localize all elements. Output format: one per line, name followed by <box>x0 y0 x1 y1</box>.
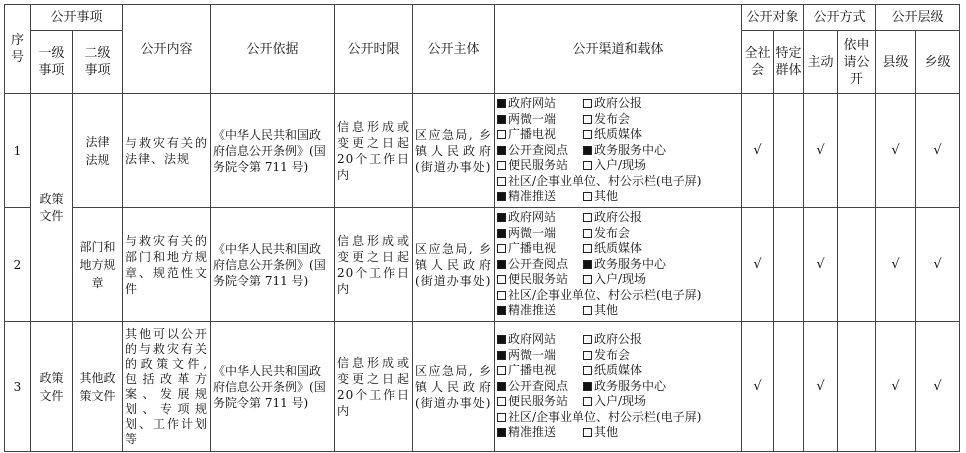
checked-box-icon <box>497 306 506 315</box>
channel-line <box>497 241 739 257</box>
channel-option-website <box>497 210 583 226</box>
checked-box-icon <box>497 382 506 391</box>
cell-level2: 部门和地方规章 <box>73 208 123 322</box>
channel-option-query-point <box>497 143 583 159</box>
cell-level1-group: 政策文件 <box>31 94 73 322</box>
cell-target-all: √ <box>742 322 774 452</box>
unchecked-box-icon <box>583 192 592 201</box>
channel-line <box>497 210 739 226</box>
channel-label: 政务服务中心 <box>594 256 667 271</box>
channel-option-paper <box>583 127 669 143</box>
channel-line <box>497 257 739 273</box>
channel-option-bulletin <box>497 410 701 426</box>
channel-option-precise <box>497 303 583 319</box>
unchecked-box-icon <box>583 161 592 170</box>
cell-time-limit: 信息形成或变更之日起20个工作日内 <box>335 94 413 208</box>
cell-target-all: √ <box>742 94 774 208</box>
unchecked-box-icon <box>497 366 506 375</box>
unchecked-box-icon <box>583 244 592 253</box>
checked-box-icon <box>497 192 506 201</box>
table-row <box>5 94 960 208</box>
channel-line <box>497 143 739 159</box>
cell-target-specific <box>774 322 804 452</box>
channel-label: 政府公报 <box>594 331 643 346</box>
channel-line <box>497 96 739 112</box>
cell-method-active: √ <box>804 322 838 452</box>
channel-line <box>497 363 739 379</box>
channel-label: 政府网站 <box>508 95 557 110</box>
channel-label: 便民服务站 <box>508 272 569 287</box>
channel-option-other <box>583 189 669 205</box>
unchecked-box-icon <box>583 115 592 124</box>
unchecked-box-icon <box>583 130 592 139</box>
checked-box-icon <box>583 382 592 391</box>
unchecked-box-icon <box>583 366 592 375</box>
channel-label: 纸质媒体 <box>594 241 643 256</box>
channel-line <box>497 379 739 395</box>
checked-box-icon <box>497 115 506 124</box>
cell-method-active: √ <box>804 94 838 208</box>
checked-box-icon <box>497 351 506 360</box>
cell-level-county: √ <box>876 208 916 322</box>
header-target-all: 全社会 <box>742 31 774 94</box>
unchecked-box-icon <box>583 351 592 360</box>
header-level-county: 县级 <box>876 31 916 94</box>
unchecked-box-icon <box>497 161 506 170</box>
channel-label: 其他 <box>594 189 619 204</box>
channel-label: 政务服务中心 <box>594 142 667 157</box>
header-subject: 公开主体 <box>413 5 495 94</box>
cell-basis: 《中华人民共和国政府信息公开条例》(国务院令第 711 号) <box>211 94 335 208</box>
checked-box-icon <box>583 260 592 269</box>
channel-label: 便民服务站 <box>508 158 569 173</box>
channel-label: 便民服务站 <box>508 394 569 409</box>
channel-label: 两微一端 <box>508 225 557 240</box>
channel-option-service-center <box>583 257 669 273</box>
channel-label: 公开查阅点 <box>508 142 569 157</box>
channel-option-query-point <box>497 379 583 395</box>
cell-basis: 《中华人民共和国政府信息公开条例》(国务院令第 711 号) <box>211 208 335 322</box>
channel-label: 精准推送 <box>508 189 557 204</box>
channel-option-precise <box>497 189 583 205</box>
channel-label: 政务服务中心 <box>594 378 667 393</box>
channel-label: 其他 <box>594 425 619 440</box>
cell-content: 其他可以公开的与救灾有关的政策文件, 包括改革方案、发展规划、专项规划、工作计划等 <box>123 322 211 452</box>
cell-content: 与救灾有关的部门和地方规章、规范性文件 <box>123 208 211 322</box>
channel-label: 公开查阅点 <box>508 378 569 393</box>
checked-box-icon <box>497 99 506 108</box>
channel-option-service-station <box>497 272 583 288</box>
channel-label: 其他 <box>594 303 619 318</box>
channel-label: 社区/企事业单位、村公示栏(电子屏) <box>508 173 702 188</box>
channel-option-onsite <box>583 394 669 410</box>
cell-subject: 区应急局, 乡镇人民政府(街道办事处) <box>413 94 495 208</box>
channel-label: 两微一端 <box>508 347 557 362</box>
channel-option-other <box>583 303 669 319</box>
cell-basis: 《中华人民共和国政府信息公开条例》(国务院令第 711 号) <box>211 322 335 452</box>
checked-box-icon <box>497 229 506 238</box>
channel-option-press <box>583 226 669 242</box>
table-row <box>5 322 960 452</box>
channel-label: 政府公报 <box>594 209 643 224</box>
unchecked-box-icon <box>497 413 506 422</box>
channel-label: 发布会 <box>594 225 631 240</box>
channel-option-broadcast <box>497 241 583 257</box>
header-basis: 公开依据 <box>211 5 335 94</box>
unchecked-box-icon <box>583 213 592 222</box>
channel-line <box>497 174 739 190</box>
header-method-apply: 依申请公开 <box>838 31 876 94</box>
header-content: 公开内容 <box>123 5 211 94</box>
cell-seq: 3 <box>5 322 31 452</box>
channel-option-broadcast <box>497 127 583 143</box>
channel-line <box>497 425 739 441</box>
channel-label: 精准推送 <box>508 425 557 440</box>
channel-option-paper <box>583 241 669 257</box>
unchecked-box-icon <box>583 99 592 108</box>
unchecked-box-icon <box>583 306 592 315</box>
cell-subject: 区应急局, 乡镇人民政府(街道办事处) <box>413 208 495 322</box>
cell-level-township: √ <box>916 322 960 452</box>
header-public-items: 公开事项 <box>31 5 123 31</box>
cell-time-limit: 信息形成或变更之日起20个工作日内 <box>335 322 413 452</box>
channel-label: 社区/企事业单位、村公示栏(电子屏) <box>508 409 702 424</box>
channel-label: 两微一端 <box>508 111 557 126</box>
header-method-active: 主动 <box>804 31 838 94</box>
channel-option-bulletin <box>497 288 701 304</box>
header-level-township: 乡级 <box>916 31 960 94</box>
channel-line <box>497 189 739 205</box>
unchecked-box-icon <box>497 244 506 253</box>
cell-target-specific <box>774 208 804 322</box>
channel-line <box>497 394 739 410</box>
unchecked-box-icon <box>497 291 506 300</box>
unchecked-box-icon <box>583 335 592 344</box>
unchecked-box-icon <box>497 130 506 139</box>
channel-option-broadcast <box>497 363 583 379</box>
disclosure-table <box>4 4 960 452</box>
channel-label: 政府网站 <box>508 209 557 224</box>
channel-option-gazette <box>583 96 669 112</box>
checked-box-icon <box>497 428 506 437</box>
channel-option-query-point <box>497 257 583 273</box>
channel-option-website <box>497 332 583 348</box>
channel-option-service-center <box>583 143 669 159</box>
channel-option-two-micro <box>497 348 583 364</box>
checked-box-icon <box>497 213 506 222</box>
channel-label: 发布会 <box>594 347 631 362</box>
cell-time-limit: 信息形成或变更之日起20个工作日内 <box>335 208 413 322</box>
header-level: 公开层级 <box>876 5 960 31</box>
channel-option-paper <box>583 363 669 379</box>
channel-label: 公开查阅点 <box>508 256 569 271</box>
cell-method-apply <box>838 322 876 452</box>
channel-option-website <box>497 96 583 112</box>
channel-option-service-center <box>583 379 669 395</box>
checked-box-icon <box>497 260 506 269</box>
channel-line <box>497 272 739 288</box>
channel-label: 广播电视 <box>508 363 557 378</box>
cell-channels <box>495 322 742 452</box>
cell-level1: 政策文件 <box>31 322 73 452</box>
channel-line <box>497 288 739 304</box>
cell-target-all: √ <box>742 208 774 322</box>
checked-box-icon <box>497 335 506 344</box>
channel-line <box>497 348 739 364</box>
cell-method-apply <box>838 208 876 322</box>
channel-label: 社区/企事业单位、村公示栏(电子屏) <box>508 287 702 302</box>
channel-option-service-station <box>497 158 583 174</box>
checked-box-icon <box>497 146 506 155</box>
channel-line <box>497 158 739 174</box>
cell-target-specific <box>774 94 804 208</box>
unchecked-box-icon <box>497 177 506 186</box>
unchecked-box-icon <box>497 397 506 406</box>
cell-method-apply <box>838 94 876 208</box>
channel-option-other <box>583 425 669 441</box>
unchecked-box-icon <box>583 275 592 284</box>
channel-option-service-station <box>497 394 583 410</box>
header-level1: 一级事项 <box>31 31 73 94</box>
channel-label: 政府公报 <box>594 95 643 110</box>
cell-seq: 1 <box>5 94 31 208</box>
channel-option-bulletin <box>497 174 701 190</box>
channel-option-gazette <box>583 210 669 226</box>
channel-line <box>497 226 739 242</box>
channel-option-press <box>583 112 669 128</box>
cell-level2: 法律法规 <box>73 94 123 208</box>
channel-label: 广播电视 <box>508 241 557 256</box>
channel-option-gazette <box>583 332 669 348</box>
table-row <box>5 208 960 322</box>
channel-option-two-micro <box>497 226 583 242</box>
cell-subject: 区应急局, 乡镇人民政府(街道办事处) <box>413 322 495 452</box>
unchecked-box-icon <box>583 397 592 406</box>
channel-line <box>497 112 739 128</box>
channel-label: 入户/现场 <box>594 158 647 173</box>
cell-content: 与救灾有关的法律、法规 <box>123 94 211 208</box>
channel-option-two-micro <box>497 112 583 128</box>
channel-label: 纸质媒体 <box>594 363 643 378</box>
channel-option-press <box>583 348 669 364</box>
unchecked-box-icon <box>583 229 592 238</box>
channel-option-onsite <box>583 272 669 288</box>
header-target: 公开对象 <box>742 5 804 31</box>
header-time-limit: 公开时限 <box>335 5 413 94</box>
channel-option-precise <box>497 425 583 441</box>
cell-level-township: √ <box>916 208 960 322</box>
cell-channels <box>495 208 742 322</box>
cell-level-county: √ <box>876 94 916 208</box>
channel-line <box>497 127 739 143</box>
cell-seq: 2 <box>5 208 31 322</box>
header-target-specific: 特定群体 <box>774 31 804 94</box>
cell-level2: 其他政策文件 <box>73 322 123 452</box>
cell-level-county: √ <box>876 322 916 452</box>
channel-line <box>497 410 739 426</box>
channel-label: 发布会 <box>594 111 631 126</box>
channel-label: 入户/现场 <box>594 272 647 287</box>
channel-label: 纸质媒体 <box>594 127 643 142</box>
checked-box-icon <box>583 146 592 155</box>
header-channels: 公开渠道和载体 <box>495 5 742 94</box>
unchecked-box-icon <box>583 428 592 437</box>
channel-label: 精准推送 <box>508 303 557 318</box>
header-level2: 二级事项 <box>73 31 123 94</box>
channel-line <box>497 332 739 348</box>
channel-label: 入户/现场 <box>594 394 647 409</box>
cell-method-active: √ <box>804 208 838 322</box>
channel-label: 广播电视 <box>508 127 557 142</box>
channel-option-onsite <box>583 158 669 174</box>
unchecked-box-icon <box>497 275 506 284</box>
cell-channels <box>495 94 742 208</box>
header-seq: 序号 <box>5 5 31 94</box>
channel-line <box>497 303 739 319</box>
channel-label: 政府网站 <box>508 331 557 346</box>
cell-level-township: √ <box>916 94 960 208</box>
header-method: 公开方式 <box>804 5 876 31</box>
